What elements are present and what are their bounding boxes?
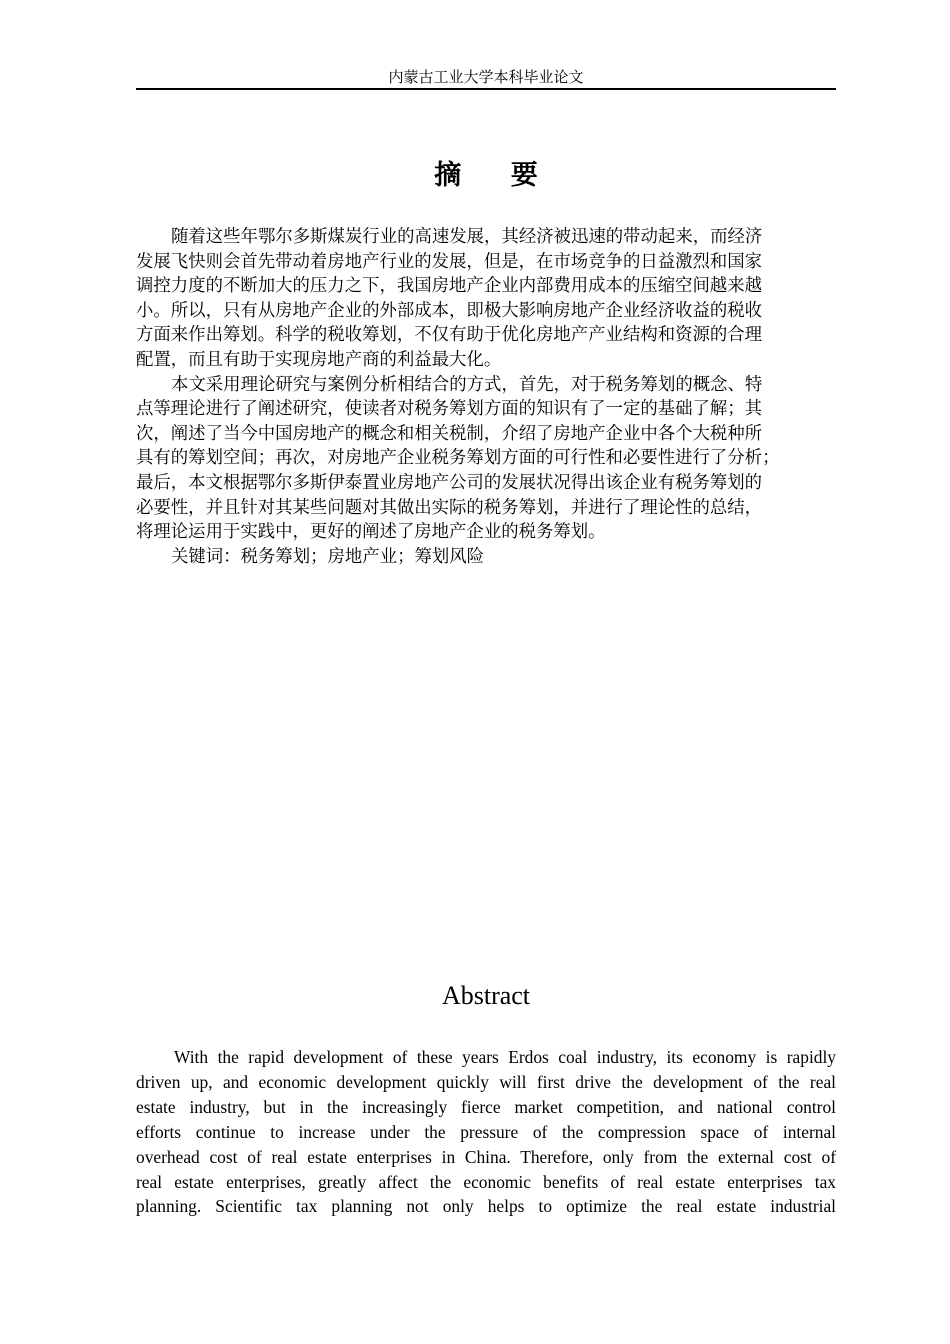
text-line: 必要性，并且针对其某些问题对其做出实际的税务筹划，并进行了理论性的总结， <box>136 497 763 518</box>
text-line: 点等理论进行了阐述研究，使读者对税务筹划方面的知识有了一定的基础了解；其 <box>136 399 763 420</box>
text-line: 配置，而且有助于实现房地产商的利益最大化。 <box>136 349 502 370</box>
text-line: 将理论运用于实践中，更好的阐述了房地产企业的税务筹划。 <box>136 522 606 543</box>
cn-paragraph-2 <box>136 373 836 545</box>
text-line: 最后，本文根据鄂尔多斯伊泰置业房地产公司的发展状况得出该企业有税务筹划的 <box>136 472 763 493</box>
cn-keywords <box>136 545 836 570</box>
text-line: overhead cost of real estate enterprises in China. Therefore, only from the external cost of <box>136 1146 836 1167</box>
en-abstract-body <box>136 1045 836 1219</box>
text-line: driven up, and economic development quickly will first drive the development of the real <box>136 1071 836 1092</box>
en-paragraph-1 <box>136 1045 836 1219</box>
en-abstract-title: Abstract <box>441 981 531 1010</box>
text-line: 发展飞快则会首先带动着房地产行业的发展，但是，在市场竞争的日益激烈和国家 <box>136 251 763 272</box>
text-line: efforts continue to increase under the pressure of the compression space of internal <box>136 1121 836 1142</box>
text-line: 调控力度的不断加大的压力之下，我国房地产企业内部费用成本的压缩空间越来越 <box>136 276 763 297</box>
text-line: real estate enterprises, greatly affect the economic benefits of real estate enterprises tax <box>136 1171 836 1192</box>
header-text: 内蒙古工业大学本科毕业论文 <box>388 68 584 86</box>
text-line: With the rapid development of these years Erdos coal industry, its economy is rapidly <box>174 1047 836 1067</box>
text-line: 方面来作出筹划。科学的税收筹划，不仅有助于优化房地产产业结构和资源的合理 <box>136 325 763 346</box>
text-line: planning. Scientific tax planning not only helps to optimize the real estate industrial <box>136 1196 836 1217</box>
cn-abstract-title: 摘 要 <box>434 160 558 191</box>
keywords-text: 关键词：税务筹划；房地产业；筹划风险 <box>171 546 485 567</box>
page-header <box>136 66 836 90</box>
cn-abstract-body <box>136 225 836 569</box>
text-line: 随着这些年鄂尔多斯煤炭行业的高速发展，其经济被迅速的带动起来，而经济 <box>171 227 763 247</box>
text-line: 本文采用理论研究与案例分析相结合的方式，首先，对于税务筹划的概念、特 <box>171 374 763 395</box>
text-line: 次，阐述了当今中国房地产的概念和相关税制，介绍了房地产企业中各个大税种所 <box>136 423 763 444</box>
text-line: 具有的筹划空间；再次，对房地产企业税务筹划方面的可行性和必要性进行了分析； <box>136 448 780 469</box>
text-line: estate industry, but in the increasingly fierce market competition, and national control <box>136 1096 836 1117</box>
cn-paragraph-1 <box>136 225 836 373</box>
text-line: 小。所以，只有从房地产企业的外部成本，即极大影响房地产企业经济收益的税收 <box>136 300 763 321</box>
